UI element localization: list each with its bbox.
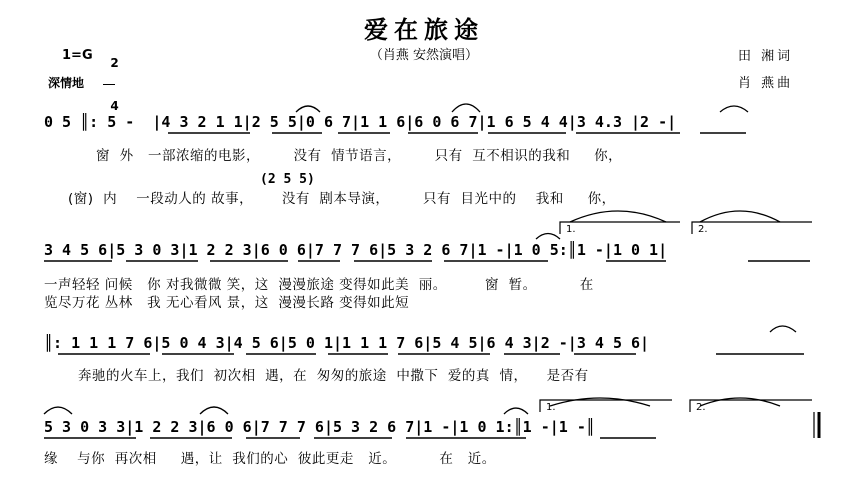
expression-mark: 深情地 — [48, 76, 85, 90]
volta-second-label: 2. — [698, 224, 708, 235]
volta-brackets — [540, 222, 812, 412]
score-line-1-lyrics-verse1: 窗 外 一部浓缩的电影， 没有 情节语言， 只有 互不相识的我和 你， — [96, 148, 623, 164]
score-line-3-notes: ║: 1 1 1 7 6|5 0 4 3|4 5 6|5 0 1|1 1 1 7 6|5 4 5|6 4 3|2 -|3 4 5 6| — [44, 334, 650, 352]
song-title: 爱在旅途 — [364, 16, 484, 44]
score-line-1-notes: 0 5 ║: 5 - |4 3 2 1 1|2 5 5|0 6 7|1 1 6|6 0 6 7|1 6 5 4 4|3 4.3 |2 -| — [44, 113, 677, 131]
time-signature-bottom: 4 — [110, 99, 119, 113]
slurs — [44, 104, 796, 414]
score-line-2-lyrics-verse1: 一声轻轻 问候 你 对我微微 笑，这 漫漫旅途 变得如此美 丽。 窗 暂。 在 — [44, 277, 594, 293]
score-line-3-lyrics: 奔驰的火车上，我们 初次相 遇，在 匆匆的旅途 中撒下 爱的真 情， 是否有 — [78, 368, 589, 384]
score-line-1-lyrics-verse2: (窗) 内 一段动人的 故事， 没有 剧本导演， 只有 目光中的 我和 你， — [68, 191, 616, 207]
volta-second-label-2: 2. — [696, 402, 706, 413]
score-line-4-lyrics: 缘 与你 再次相 遇，让 我们的心 彼此更走 近。 在 近。 — [44, 451, 496, 467]
score-line-2-notes: 3 4 5 6|5 3 0 3|1 2 2 3|6 0 6|7 7 7 6|5 3 2 6 7|1 -|1 0 5:║1 -|1 0 1| — [44, 241, 668, 259]
performers-subtitle: （肖燕 安然演唱） — [369, 48, 479, 63]
key-signature: 1=G — [62, 48, 93, 63]
volta-first-label: 1. — [566, 224, 576, 235]
volta-first-label-2: 1. — [546, 402, 556, 413]
composer-credit: 肖 燕曲 — [738, 76, 794, 91]
lyricist-credit: 田 湘词 — [738, 49, 794, 64]
score-line-1-pickup-notes: (2 5 5) — [260, 172, 315, 187]
score-line-4-notes: 5 3 0 3 3|1 2 2 3|6 0 6|7 7 7 6|5 3 2 6 7|1 -|1 0 1:║1 -|1 -║ — [44, 418, 595, 436]
score-line-2-lyrics-verse2: 览尽万花 丛林 我 无心看风 景，这 漫漫长路 变得如此短 — [44, 295, 410, 311]
time-signature-top: 2 — [110, 56, 119, 70]
final-barline — [814, 412, 819, 438]
